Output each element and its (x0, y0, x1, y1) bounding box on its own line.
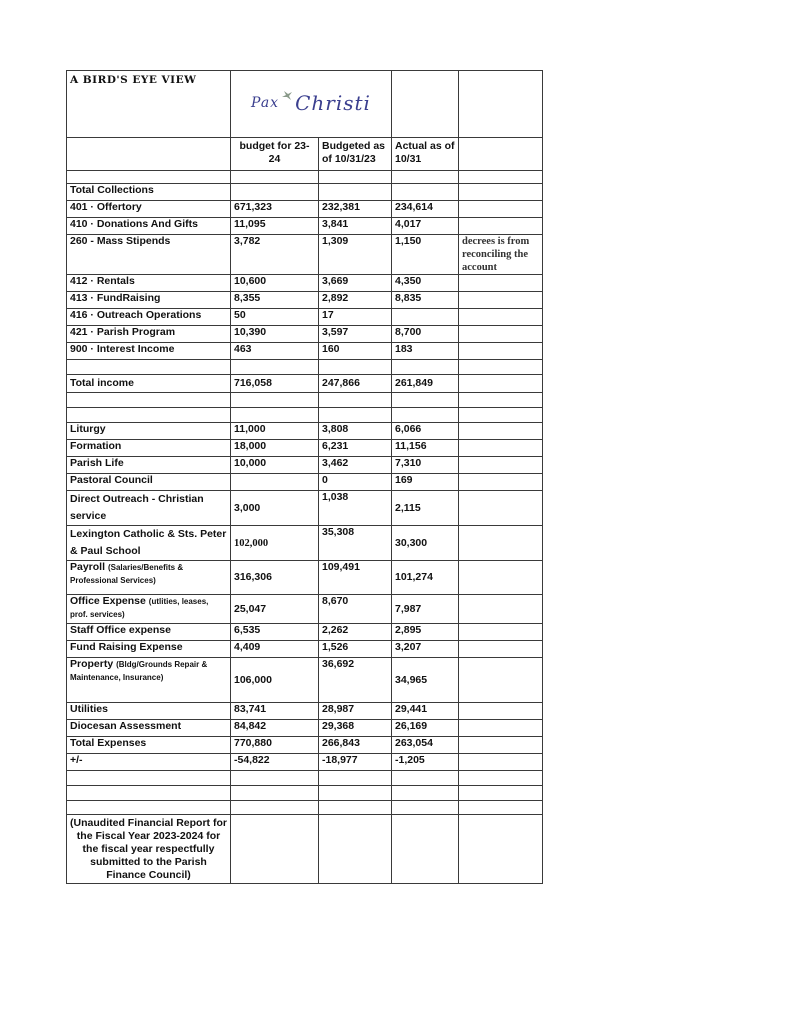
cell-actual: 101,274 (392, 561, 459, 595)
row-label-text: Office Expense (70, 595, 146, 607)
section-label: Total Collections (67, 184, 231, 201)
cell-budget: 716,058 (231, 375, 319, 393)
cell-budgeted: -18,977 (319, 754, 392, 771)
cell-actual: 263,054 (392, 737, 459, 754)
cell-actual: 4,350 (392, 275, 459, 292)
variance-row (67, 754, 543, 771)
cell-actual: 2,895 (392, 624, 459, 641)
cell-budgeted: 36,692 (319, 658, 392, 703)
cell-budgeted: 3,808 (319, 423, 392, 440)
row-label: 421 · Parish Program (67, 326, 231, 343)
empty-cell (459, 595, 543, 624)
cell-budgeted: 29,368 (319, 720, 392, 737)
cell-budget: 8,355 (231, 292, 319, 309)
cell-actual: 234,614 (392, 201, 459, 218)
row-label-text: Fund Raising Expense (70, 641, 183, 653)
column-header-budget: budget for 23-24 (231, 138, 319, 171)
empty-cell (459, 309, 543, 326)
empty-cell (459, 440, 543, 457)
row-label (67, 703, 231, 720)
empty-cell (459, 275, 543, 292)
cell-actual: 29,441 (392, 703, 459, 720)
row-label: 401 · Offertory (67, 201, 231, 218)
column-header-row (67, 138, 543, 171)
cell-budgeted: 3,462 (319, 457, 392, 474)
cell-budget: 10,600 (231, 275, 319, 292)
empty-cell (459, 720, 543, 737)
logo-word-christi: Christi (295, 91, 371, 115)
cell-actual: 8,700 (392, 326, 459, 343)
expense-row (67, 561, 543, 595)
cell-budgeted: 0 (319, 474, 392, 491)
cell-budget: 25,047 (231, 595, 319, 624)
expense-row (67, 457, 543, 474)
cell-budgeted: 8,670 (319, 595, 392, 624)
expense-row (67, 474, 543, 491)
empty-cell (459, 561, 543, 595)
row-label-text: Diocesan Assessment (70, 720, 182, 732)
cell-budget: 18,000 (231, 440, 319, 457)
cell-budget: 671,323 (231, 201, 319, 218)
row-label (67, 624, 231, 641)
row-label: 900 · Interest Income (67, 343, 231, 360)
cell-budget: 50 (231, 309, 319, 326)
cell-actual: 261,849 (392, 375, 459, 393)
expense-row (67, 658, 543, 703)
cell-actual: 7,987 (392, 595, 459, 624)
row-label: 413 · FundRaising (67, 292, 231, 309)
spacer-row (67, 771, 543, 786)
section-row-total-collections (67, 184, 543, 201)
row-label-detail: (Bldg/Grounds Repair & Maintenance, Insurance) (70, 660, 208, 682)
row-label (67, 658, 231, 703)
income-row (67, 309, 543, 326)
cell-actual: 4,017 (392, 218, 459, 235)
empty-cell (459, 526, 543, 561)
cell-budgeted: 3,597 (319, 326, 392, 343)
cell-actual: 7,310 (392, 457, 459, 474)
cell-actual: 30,300 (392, 526, 459, 561)
cell-budgeted: 35,308 (319, 526, 392, 561)
row-label (67, 457, 231, 474)
cell-budgeted: 109,491 (319, 561, 392, 595)
row-label-text: Pastoral Council (70, 474, 153, 486)
row-label-text: Parish Life (70, 457, 124, 469)
cell-budget: 3,000 (231, 491, 319, 526)
empty-cell (459, 641, 543, 658)
cell-actual: 6,066 (392, 423, 459, 440)
report-title: A BIRD'S EYE VIEW (67, 71, 231, 138)
cell-budgeted: 1,038 (319, 491, 392, 526)
spacer-row (67, 786, 543, 801)
pax-christi-logo (231, 71, 392, 138)
row-label: 416 · Outreach Operations (67, 309, 231, 326)
income-row (67, 201, 543, 218)
column-header-empty (459, 138, 543, 171)
expense-row (67, 595, 543, 624)
cell-budget: 11,095 (231, 218, 319, 235)
expense-row (67, 624, 543, 641)
income-row (67, 218, 543, 235)
row-label-text: Direct Outreach - Christian service (70, 493, 204, 522)
column-header-budgeted: Budgeted as of 10/31/23 (319, 138, 392, 171)
spacer-row (67, 393, 543, 408)
row-label (67, 423, 231, 440)
row-label (67, 561, 231, 595)
income-row (67, 235, 543, 275)
header-empty-cell (459, 71, 543, 138)
spacer-row (67, 360, 543, 375)
cell-budget: 10,000 (231, 457, 319, 474)
cell-actual: 3,207 (392, 641, 459, 658)
empty-cell (459, 292, 543, 309)
row-label-text: Payroll (70, 561, 106, 573)
expense-row (67, 526, 543, 561)
cell-budget: 106,000 (231, 658, 319, 703)
cell-budgeted: 160 (319, 343, 392, 360)
income-row (67, 326, 543, 343)
spacer-row (67, 801, 543, 815)
cell-budget: 463 (231, 343, 319, 360)
row-label-text: Lexington Catholic & Sts. Peter & Paul School (70, 528, 227, 557)
empty-cell (459, 218, 543, 235)
cell-budget (231, 474, 319, 491)
empty-cell (459, 201, 543, 218)
footer-row (67, 815, 543, 884)
row-label: Total income (67, 375, 231, 393)
row-label (67, 474, 231, 491)
row-label: +/- (67, 754, 231, 771)
cell-budgeted: 28,987 (319, 703, 392, 720)
cell-budgeted: 1,309 (319, 235, 392, 275)
cell-actual: 169 (392, 474, 459, 491)
empty-cell (459, 343, 543, 360)
row-label-detail: (Salaries/Benefits & Professional Services) (70, 563, 184, 585)
spacer-row (67, 171, 543, 184)
cell-budgeted: 3,669 (319, 275, 392, 292)
cell-budgeted: 17 (319, 309, 392, 326)
empty-cell (459, 658, 543, 703)
cell-actual: 1,150 (392, 235, 459, 275)
cell-actual: -1,205 (392, 754, 459, 771)
cell-actual: 11,156 (392, 440, 459, 457)
income-rows (67, 201, 543, 360)
row-label: 412 · Rentals (67, 275, 231, 292)
column-header-empty (67, 138, 231, 171)
row-label-detail: (utlities, leases, prof. services) (70, 597, 209, 619)
empty-cell (459, 491, 543, 526)
cell-budgeted: 1,526 (319, 641, 392, 658)
spacer-row (67, 408, 543, 423)
empty-cell (459, 457, 543, 474)
row-label-text: Liturgy (70, 423, 106, 435)
cell-budgeted: 2,892 (319, 292, 392, 309)
cell-budget: -54,822 (231, 754, 319, 771)
empty-cell (459, 423, 543, 440)
cell-budget: 10,390 (231, 326, 319, 343)
row-label (67, 526, 231, 561)
cell-actual: 34,965 (392, 658, 459, 703)
income-row (67, 343, 543, 360)
cell-budget: 3,782 (231, 235, 319, 275)
total-expenses-row (67, 737, 543, 754)
empty-cell (459, 624, 543, 641)
row-label: 260 - Mass Stipends (67, 235, 231, 275)
row-label (67, 641, 231, 658)
cell-budgeted: 232,381 (319, 201, 392, 218)
expense-rows (67, 423, 543, 737)
cell-budget: 11,000 (231, 423, 319, 440)
cell-actual: 2,115 (392, 491, 459, 526)
expense-row (67, 703, 543, 720)
footer-note: (Unaudited Financial Report for the Fiscal Year 2023-2024 for the fiscal year respectfully submitted to the Parish Finance Council) (67, 815, 231, 884)
income-row (67, 292, 543, 309)
cell-actual: 8,835 (392, 292, 459, 309)
dove-icon (281, 90, 293, 102)
financial-report-table (66, 70, 543, 884)
row-label (67, 720, 231, 737)
expense-row (67, 491, 543, 526)
cell-budgeted: 6,231 (319, 440, 392, 457)
row-label-text: Property (70, 658, 114, 670)
row-label-text: Staff Office expense (70, 624, 171, 636)
cell-budgeted: 3,841 (319, 218, 392, 235)
row-label-text: Utilities (70, 703, 108, 715)
row-label (67, 491, 231, 526)
cell-actual (392, 309, 459, 326)
row-label-text: Formation (70, 440, 122, 452)
column-header-actual: Actual as of 10/31 (392, 138, 459, 171)
total-income-row (67, 375, 543, 393)
row-label: Total Expenses (67, 737, 231, 754)
empty-cell (459, 326, 543, 343)
cell-budget: 4,409 (231, 641, 319, 658)
header-row (67, 71, 543, 138)
row-label (67, 440, 231, 457)
expense-row (67, 720, 543, 737)
empty-cell (459, 474, 543, 491)
expense-row (67, 641, 543, 658)
empty-cell (459, 703, 543, 720)
logo-word-pax: Pax (251, 95, 280, 111)
cell-budget: 102,000 (231, 526, 319, 561)
expense-row (67, 440, 543, 457)
expense-row (67, 423, 543, 440)
row-note: decrees is from reconciling the account (459, 235, 543, 275)
cell-actual: 26,169 (392, 720, 459, 737)
cell-budget: 6,535 (231, 624, 319, 641)
row-label (67, 595, 231, 624)
cell-budget: 316,306 (231, 561, 319, 595)
cell-budget: 770,880 (231, 737, 319, 754)
cell-budgeted: 2,262 (319, 624, 392, 641)
cell-actual: 183 (392, 343, 459, 360)
cell-budget: 83,741 (231, 703, 319, 720)
cell-budgeted: 266,843 (319, 737, 392, 754)
header-empty-cell (392, 71, 459, 138)
row-label: 410 · Donations And Gifts (67, 218, 231, 235)
cell-budget: 84,842 (231, 720, 319, 737)
income-row (67, 275, 543, 292)
cell-budgeted: 247,866 (319, 375, 392, 393)
